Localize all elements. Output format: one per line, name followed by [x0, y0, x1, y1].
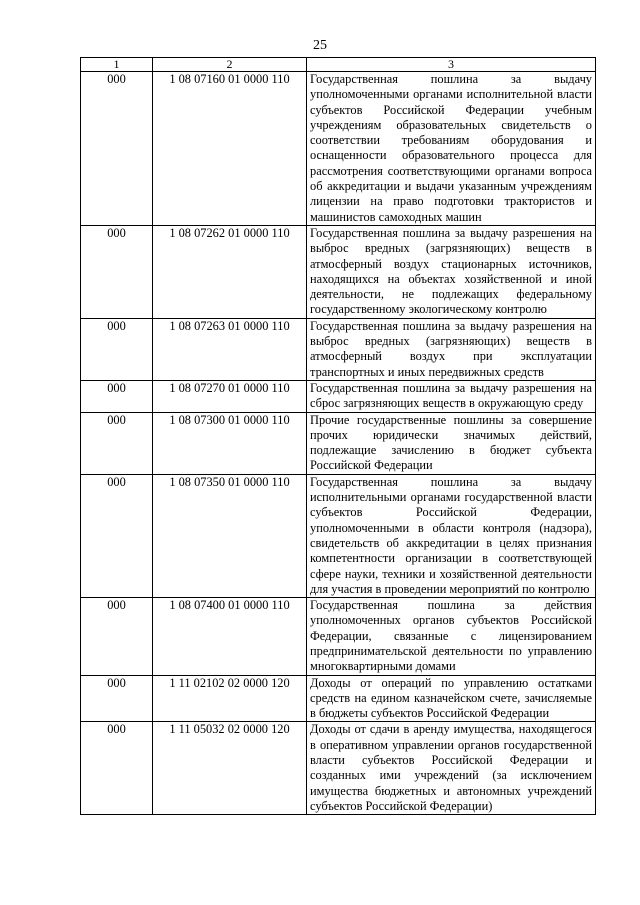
admin-code-cell: 000 [81, 722, 153, 815]
admin-code-cell: 000 [81, 380, 153, 412]
table-header-row [81, 58, 596, 72]
income-name-cell: Государственная пошлина за выдачу разрешения на выброс вредных (загрязняющих) веществ в атмосферный воздух при эксплуатации транспортных и иных передвижных средств [307, 318, 596, 380]
kbk-cell: 1 11 05032 02 0000 120 [153, 722, 307, 815]
income-name-cell: Государственная пошлина за выдачу разрешения на сброс загрязняющих веществ в окружающую среду [307, 380, 596, 412]
column-header: 1 [81, 58, 153, 72]
table-row [81, 380, 596, 412]
kbk-cell: 1 08 07400 01 0000 110 [153, 598, 307, 675]
table-row [81, 474, 596, 597]
kbk-cell: 1 08 07270 01 0000 110 [153, 380, 307, 412]
admin-code-cell: 000 [81, 675, 153, 722]
income-name-cell: Государственная пошлина за выдачу уполномоченными органами исполнительной власти субъектов Российской Федерации учебным учреждениям образовательных свидетельств о соответствии требованиям оборудования и оснащенности образовательного процесса для рассмотрения соответствующими органами вопроса об аккредитации и выдачи указанным учреждениям лицензии на право подготовки трактористов и машинистов самоходных машин [307, 72, 596, 226]
revenue-codes-table [80, 57, 596, 815]
kbk-cell: 1 08 07300 01 0000 110 [153, 412, 307, 474]
table-row [81, 598, 596, 675]
income-name-cell: Государственная пошлина за выдачу исполнительными органами государственной власти субъектов Российской Федерации, уполномоченными в области контроля (надзора), свидетельств об аккредитации в целях признания компетентности организации в соответствующей сфере науки, техники и хозяйственной деятельности для участия в проведении мероприятий по контролю [307, 474, 596, 597]
kbk-cell: 1 08 07262 01 0000 110 [153, 225, 307, 318]
table-row [81, 318, 596, 380]
column-header: 2 [153, 58, 307, 72]
admin-code-cell: 000 [81, 598, 153, 675]
admin-code-cell: 000 [81, 72, 153, 226]
admin-code-cell: 000 [81, 412, 153, 474]
column-header: 3 [307, 58, 596, 72]
page-number: 25 [313, 38, 327, 53]
kbk-cell: 1 08 07160 01 0000 110 [153, 72, 307, 226]
income-name-cell: Доходы от сдачи в аренду имущества, находящегося в оперативном управлении органов государственной власти субъектов Российской Федерации и созданных ими учреждений (за исключением имущества бюджетных и автономных учреждений субъектов Российской Федерации) [307, 722, 596, 815]
income-name-cell: Государственная пошлина за действия уполномоченных органов субъектов Российской Федерации, связанные с лицензированием предпринимательской деятельности по управлению многоквартирными домами [307, 598, 596, 675]
income-name-cell: Государственная пошлина за выдачу разрешения на выброс вредных (загрязняющих) веществ в атмосферный воздух стационарных источников, находящихся на объектах хозяйственной и иной деятельности, не подлежащих федеральному государственному экологическому контролю [307, 225, 596, 318]
table-row [81, 72, 596, 226]
income-name-cell: Прочие государственные пошлины за совершение прочих юридически значимых действий, подлежащие зачислению в бюджет субъекта Российской Федерации [307, 412, 596, 474]
admin-code-cell: 000 [81, 225, 153, 318]
kbk-cell: 1 08 07263 01 0000 110 [153, 318, 307, 380]
admin-code-cell: 000 [81, 474, 153, 597]
table-row [81, 225, 596, 318]
kbk-cell: 1 08 07350 01 0000 110 [153, 474, 307, 597]
table-row [81, 412, 596, 474]
income-name-cell: Доходы от операций по управлению остатками средств на едином казначейском счете, зачисляемые в бюджеты субъектов Российской Федерации [307, 675, 596, 722]
admin-code-cell: 000 [81, 318, 153, 380]
table-row [81, 675, 596, 722]
table-row [81, 722, 596, 815]
kbk-cell: 1 11 02102 02 0000 120 [153, 675, 307, 722]
